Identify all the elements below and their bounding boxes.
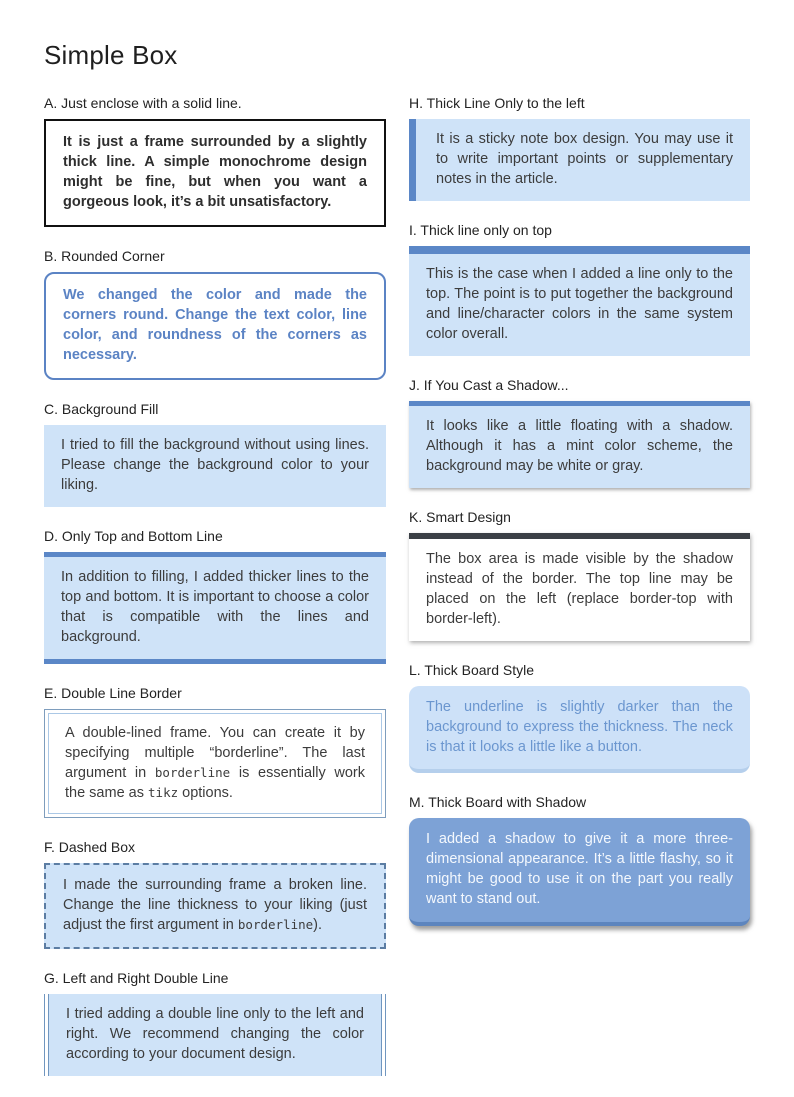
two-column-layout [44, 95, 750, 1097]
thick-board-box-text: The underline is slightly darker than the background to express the thickness. The neck is that it looks a little like a button. [426, 699, 733, 755]
rounded-corner-box [44, 272, 386, 380]
dashed-box [44, 863, 386, 949]
double-line-border-box-text: A double-lined frame. You can create it by specifying multiple “borderline”. The last argument in borderline is essentially work the same as tikz options. [65, 725, 365, 801]
top-bottom-line-box [44, 552, 386, 664]
thick-top-line-box-text: This is the case when I added a line only to the top. The point is to put together the background and line/character colors in the same system color overall. [426, 266, 733, 342]
shadow-box-text: It looks like a little floating with a shadow. Although it has a mint color scheme, the background may be white or gray. [426, 418, 733, 474]
section-i-label: I. Thick line only on top [409, 222, 552, 238]
top-bottom-line-box-text: In addition to filling, I added thicker lines to the top and bottom. It is important to choose a color that is compatible with the lines and background. [61, 569, 369, 645]
section-c [44, 401, 386, 507]
section-j [409, 377, 750, 488]
section-i [409, 222, 750, 356]
section-b [44, 248, 386, 380]
thick-board-shadow-box [409, 818, 750, 926]
section-k [409, 509, 750, 641]
thick-left-line-box [409, 119, 750, 201]
section-k-label: K. Smart Design [409, 509, 511, 525]
section-l [409, 662, 750, 773]
section-l-label: L. Thick Board Style [409, 662, 535, 678]
double-line-border-box [44, 709, 386, 818]
rounded-corner-box-text: We changed the color and made the corners round. Change the text color, line color, and roundness of the corners as necessary. [63, 287, 367, 363]
background-fill-box [44, 425, 386, 507]
left-column [44, 95, 386, 1097]
section-e-label: E. Double Line Border [44, 685, 182, 701]
dashed-box-text: I made the surrounding frame a broken line. Change the line thickness to your liking (just adjust the first argument in borderline). [63, 877, 367, 933]
section-a-label: A. Just enclose with a solid line. [44, 95, 242, 111]
shadow-box [409, 401, 750, 488]
section-h-label: H. Thick Line Only to the left [409, 95, 585, 111]
left-right-double-line-box-text: I tried adding a double line only to the left and right. We recommend changing the color according to your document design. [66, 1006, 364, 1062]
section-g [44, 970, 386, 1076]
section-j-label: J. If You Cast a Shadow... [409, 377, 569, 393]
section-d-label: D. Only Top and Bottom Line [44, 528, 223, 544]
section-g-label: G. Left and Right Double Line [44, 970, 229, 986]
section-a [44, 95, 386, 227]
section-m [409, 794, 750, 926]
solid-line-box-text: It is just a frame surrounded by a slightly thick line. A simple monochrome design might be fine, but when you want a gorgeous look, it’s a bit unsatisfactory. [63, 134, 367, 210]
smart-design-box-text: The box area is made visible by the shadow instead of the border. The top line may be placed on the left (replace border-top with border-left). [426, 551, 733, 627]
thick-board-shadow-box-text: I added a shadow to give it a more three-dimensional appearance. It’s a little flashy, so it might be good to use it on the part you really want to stand out. [426, 831, 733, 907]
section-f [44, 839, 386, 949]
section-d [44, 528, 386, 664]
section-m-label: M. Thick Board with Shadow [409, 794, 587, 810]
thick-left-line-box-text: It is a sticky note box design. You may use it to write important points or supplementary notes in the article. [436, 131, 733, 187]
solid-line-box [44, 119, 386, 227]
left-right-double-line-box [44, 994, 386, 1076]
background-fill-box-text: I tried to fill the background without using lines. Please change the background color to your liking. [61, 437, 369, 493]
thick-board-box [409, 686, 750, 773]
section-c-label: C. Background Fill [44, 401, 159, 417]
smart-design-box [409, 533, 750, 641]
section-e [44, 685, 386, 818]
thick-top-line-box [409, 246, 750, 356]
section-f-label: F. Dashed Box [44, 839, 136, 855]
section-b-label: B. Rounded Corner [44, 248, 165, 264]
page-title: Simple Box [44, 40, 178, 70]
right-column [409, 95, 750, 947]
section-h [409, 95, 750, 201]
